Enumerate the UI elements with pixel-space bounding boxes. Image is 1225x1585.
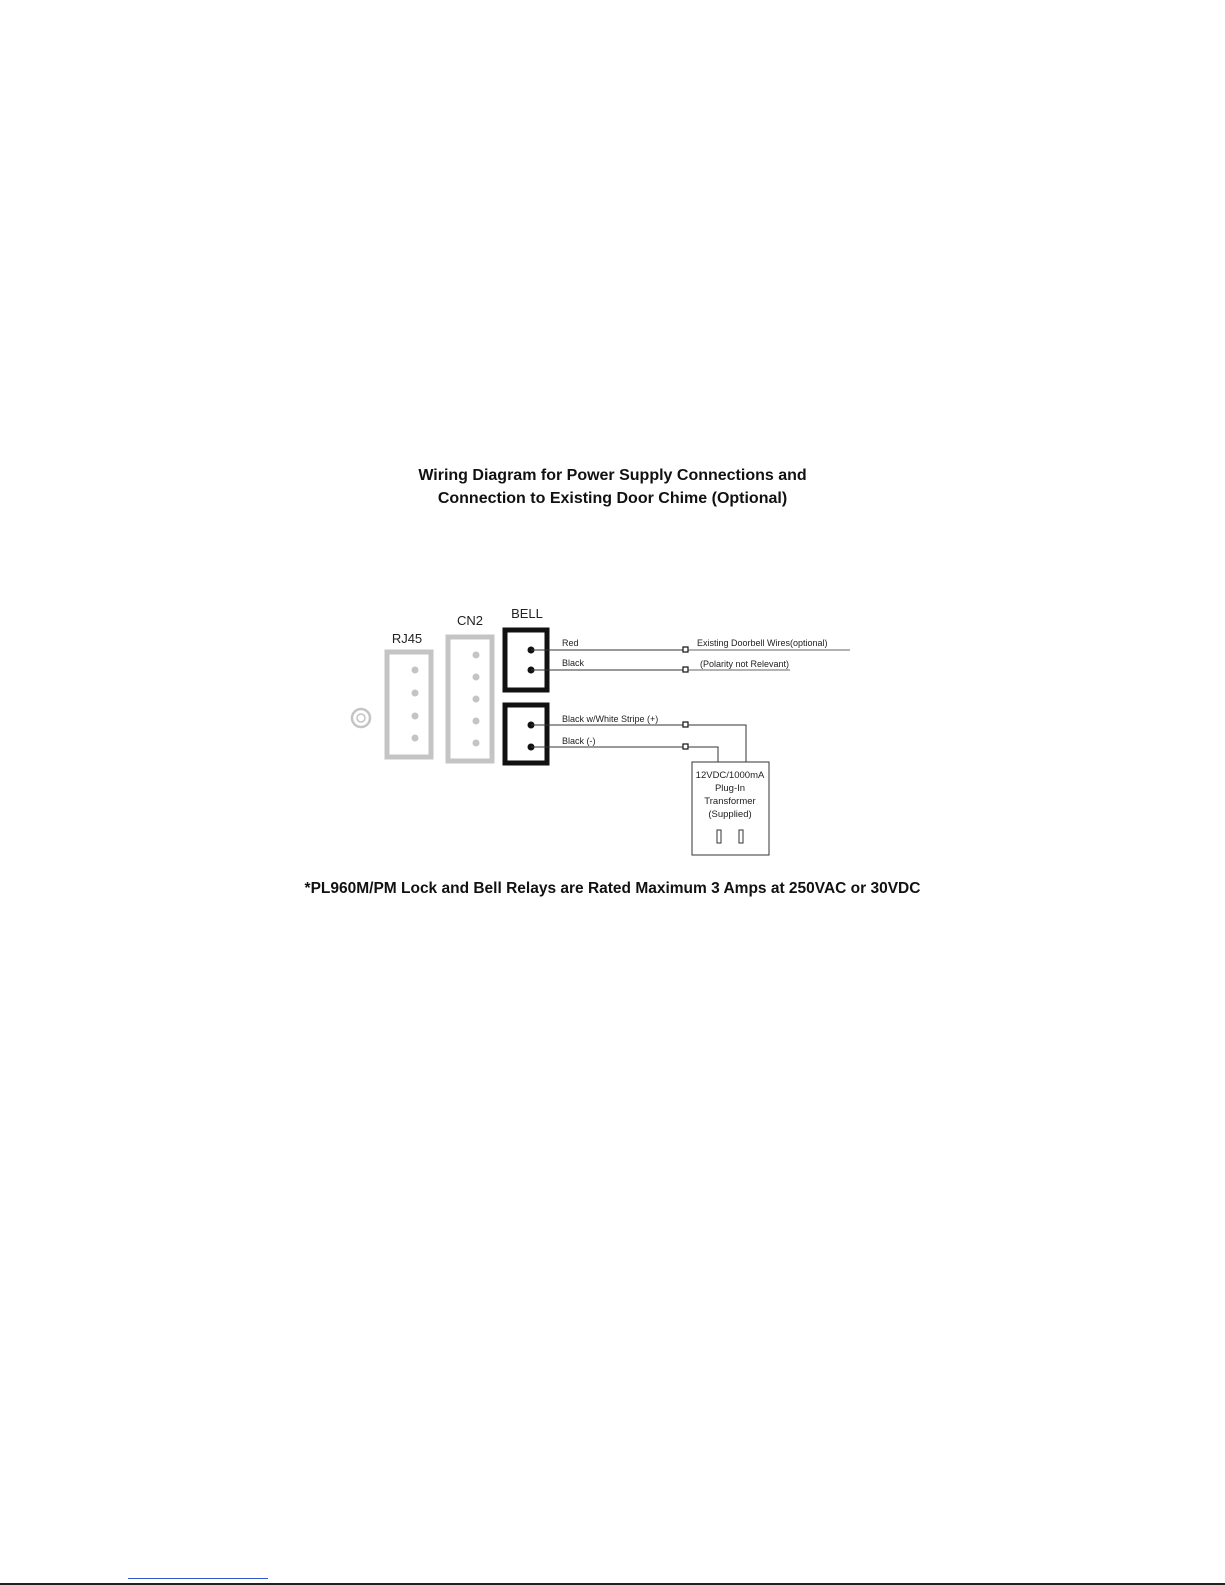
relay-rating-footnote: *PL960M/PM Lock and Bell Relays are Rated Maximum 3 Amps at 250VAC or 30VDC bbox=[304, 880, 921, 897]
bell-connector bbox=[505, 630, 547, 690]
transformer-line-1: 12VDC/1000mA bbox=[695, 770, 765, 781]
transformer-line-3: Transformer bbox=[704, 796, 756, 807]
bell-label: BELL bbox=[511, 606, 543, 621]
red-wire-label: Red bbox=[562, 638, 579, 648]
diagram-title-line-2: Connection to Existing Door Chime (Optional) bbox=[437, 490, 788, 507]
footer-link[interactable] bbox=[128, 1578, 268, 1579]
cn2-pin bbox=[473, 696, 480, 703]
cn2-connector bbox=[448, 637, 492, 761]
rj45-connector bbox=[387, 652, 431, 757]
rj45-pin bbox=[412, 713, 419, 720]
mounting-hole-icon bbox=[352, 709, 370, 727]
black-negative-label: Black (-) bbox=[562, 736, 596, 746]
rj45-pin bbox=[412, 735, 419, 742]
polarity-note: (Polarity not Relevant) bbox=[700, 659, 790, 669]
transformer-line-2: Plug-In bbox=[714, 783, 746, 794]
rj45-label: RJ45 bbox=[391, 631, 423, 646]
diagram-title-line-1: Wiring Diagram for Power Supply Connections and bbox=[418, 467, 807, 484]
cn2-pin bbox=[473, 674, 480, 681]
cn2-label: CN2 bbox=[456, 613, 484, 628]
rj45-pin bbox=[412, 690, 419, 697]
rj45-pin bbox=[412, 667, 419, 674]
cn2-pin bbox=[473, 740, 480, 747]
cn2-pin bbox=[473, 718, 480, 725]
black-white-stripe-label: Black w/White Stripe (+) bbox=[562, 714, 659, 724]
existing-doorbell-note: Existing Doorbell Wires(optional) bbox=[697, 638, 828, 648]
transformer-line-4: (Supplied) bbox=[708, 809, 752, 820]
black-wire-label: Black bbox=[562, 658, 585, 668]
power-connector bbox=[505, 705, 547, 763]
cn2-pin bbox=[473, 652, 480, 659]
